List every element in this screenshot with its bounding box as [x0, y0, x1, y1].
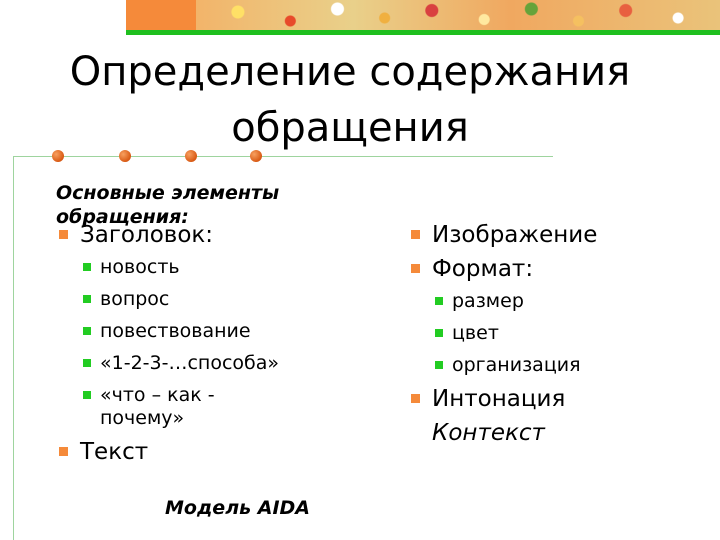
slide-title: Определение содержания обращения [69, 49, 631, 151]
list-item-image: Изображение [408, 222, 708, 248]
green-bullet-icon [83, 263, 91, 271]
orange-bullet-icon [59, 447, 68, 456]
green-bullet-icon [83, 391, 91, 399]
list-item: организация [432, 354, 708, 377]
list-item: повествование [80, 320, 376, 343]
list-item-format: Формат: размер цвет организация [408, 256, 708, 377]
list-item: размер [432, 290, 708, 313]
model-caption: Модель AIDA [165, 497, 310, 519]
green-bullet-icon [435, 361, 443, 369]
orange-bullet-icon [59, 230, 68, 239]
list-item: цвет [432, 322, 708, 345]
orange-bullet-icon [411, 394, 420, 403]
subheading: Основные элементы обращения: [56, 182, 280, 228]
orange-bullet-icon [411, 230, 420, 239]
green-bullet-icon [83, 359, 91, 367]
top-banner-green-stripe [126, 30, 720, 35]
left-column [56, 222, 376, 473]
green-bullet-icon [83, 295, 91, 303]
right-column [408, 222, 708, 446]
list-item: «1-2-3-…способа» [80, 352, 376, 375]
frame-horizontal-line [13, 156, 553, 157]
green-bullet-icon [435, 329, 443, 337]
green-bullet-icon [435, 297, 443, 305]
list-item-intonation: Интонация [408, 386, 708, 412]
list-item: вопрос [80, 288, 376, 311]
frame-vertical-line [13, 156, 14, 540]
green-bullet-icon [83, 327, 91, 335]
list-item-text: Текст [56, 439, 376, 465]
list-item: новость [80, 256, 376, 279]
context-text: Контекст [432, 420, 545, 446]
orange-bullet-icon [411, 264, 420, 273]
top-banner-flower-image [196, 0, 720, 30]
list-item-headline: Заголовок: новость вопрос повествование «1-2-3-…способа» «что – как - почему» [56, 222, 376, 430]
list-item: «что – как - почему» [80, 384, 250, 430]
